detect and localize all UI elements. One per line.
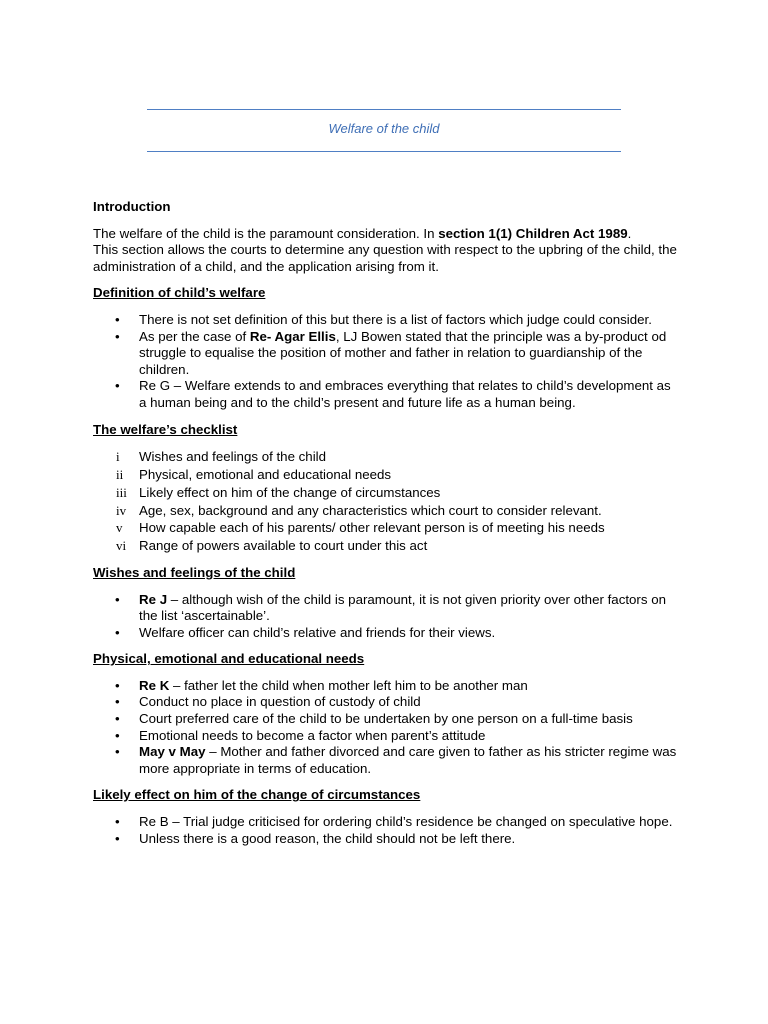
list-item (93, 448, 678, 466)
list-item: • Conduct no place in question of custody of child (93, 694, 678, 711)
list-item (93, 592, 678, 625)
intro-paragraph-2: This section allows the courts to determine any question with respect to the upbring of the child, the administration of a child, and the application arising from it. (93, 242, 677, 274)
definition-heading: Definition of child’s welfare (93, 285, 266, 301)
list-item: • Court preferred care of the child to be undertaken by one person on a full-time basis (93, 711, 678, 728)
list-item (93, 329, 678, 379)
list-item-text: – although wish of the child is paramount, it is not given priority over other factors on the list ‘ascertainable’. (139, 591, 666, 624)
list-item (93, 744, 678, 777)
list-item-text: Wishes and feelings of the child (139, 449, 327, 465)
effect-list (93, 814, 678, 847)
intro-text: The welfare of the child is the paramount consideration. In (93, 225, 439, 241)
list-item (93, 484, 678, 502)
title-top-rule (147, 109, 621, 110)
list-item-text: As per the case of (139, 328, 250, 344)
list-item (93, 678, 678, 695)
case-name: Re K (139, 677, 170, 693)
list-number: v (116, 520, 123, 536)
list-number: i (116, 449, 120, 465)
list-number: iv (116, 502, 127, 518)
list-item: • Re B – Trial judge criticised for ordering child’s residence be changed on speculative hope. (93, 814, 678, 831)
case-name: Re- Agar Ellis (249, 328, 336, 344)
list-item (93, 519, 678, 537)
checklist-list (93, 448, 678, 555)
list-item-text: Range of powers available to court under this act (139, 538, 428, 554)
document-title: Welfare of the child (328, 121, 440, 136)
list-item-text: – Mother and father divorced and care given to father as his stricter regime was more appropriate in terms of education. (139, 744, 677, 776)
list-item: • Re G – Welfare extends to and embraces everything that relates to child’s development as a human being and to the child’s present and future life as a human being. (93, 378, 678, 411)
list-item: • Welfare officer can child’s relative and friends for their views. (93, 625, 678, 642)
title-bottom-rule (147, 151, 621, 152)
checklist-heading: The welfare’s checklist (93, 421, 238, 437)
intro-text-end: . (627, 225, 632, 241)
list-item-text: Physical, emotional and educational needs (139, 466, 392, 482)
wishes-list (93, 592, 678, 642)
list-number: ii (116, 466, 124, 482)
intro-paragraph (93, 226, 678, 243)
list-item: • Unless there is a good reason, the child should not be left there. (93, 831, 678, 848)
list-item-text: Age, sex, background and any characteristics which court to consider relevant. (139, 502, 602, 518)
list-item (93, 537, 678, 555)
case-name: May v May (139, 744, 206, 760)
list-item: • Emotional needs to become a factor when parent’s attitude (93, 728, 678, 745)
list-item-text: Likely effect on him of the change of circumstances (139, 484, 441, 500)
case-name: Re J (139, 591, 168, 607)
intro-statute: section 1(1) Children Act 1989 (438, 225, 628, 241)
needs-list (93, 678, 678, 778)
document-body (93, 199, 678, 847)
list-item: • There is not set definition of this but there is a list of factors which judge could consider. (93, 312, 678, 329)
list-item-text: – father let the child when mother left him to be another man (169, 677, 528, 693)
definition-list (93, 312, 678, 412)
wishes-heading: Wishes and feelings of the child (93, 564, 296, 580)
list-item (93, 466, 678, 484)
effect-heading: Likely effect on him of the change of circumstances (93, 787, 421, 803)
list-item-text: How capable each of his parents/ other relevant person is of meeting his needs (139, 520, 605, 536)
list-item-text: , LJ Bowen stated that the principle was a by-product od struggle to equalise the position of mother and father in relation to guardianship of the children. (139, 328, 667, 377)
list-number: iii (116, 484, 127, 500)
intro-heading: Introduction (93, 199, 171, 214)
needs-heading: Physical, emotional and educational needs (93, 651, 365, 667)
list-number: vi (116, 538, 127, 554)
list-item (93, 502, 678, 520)
